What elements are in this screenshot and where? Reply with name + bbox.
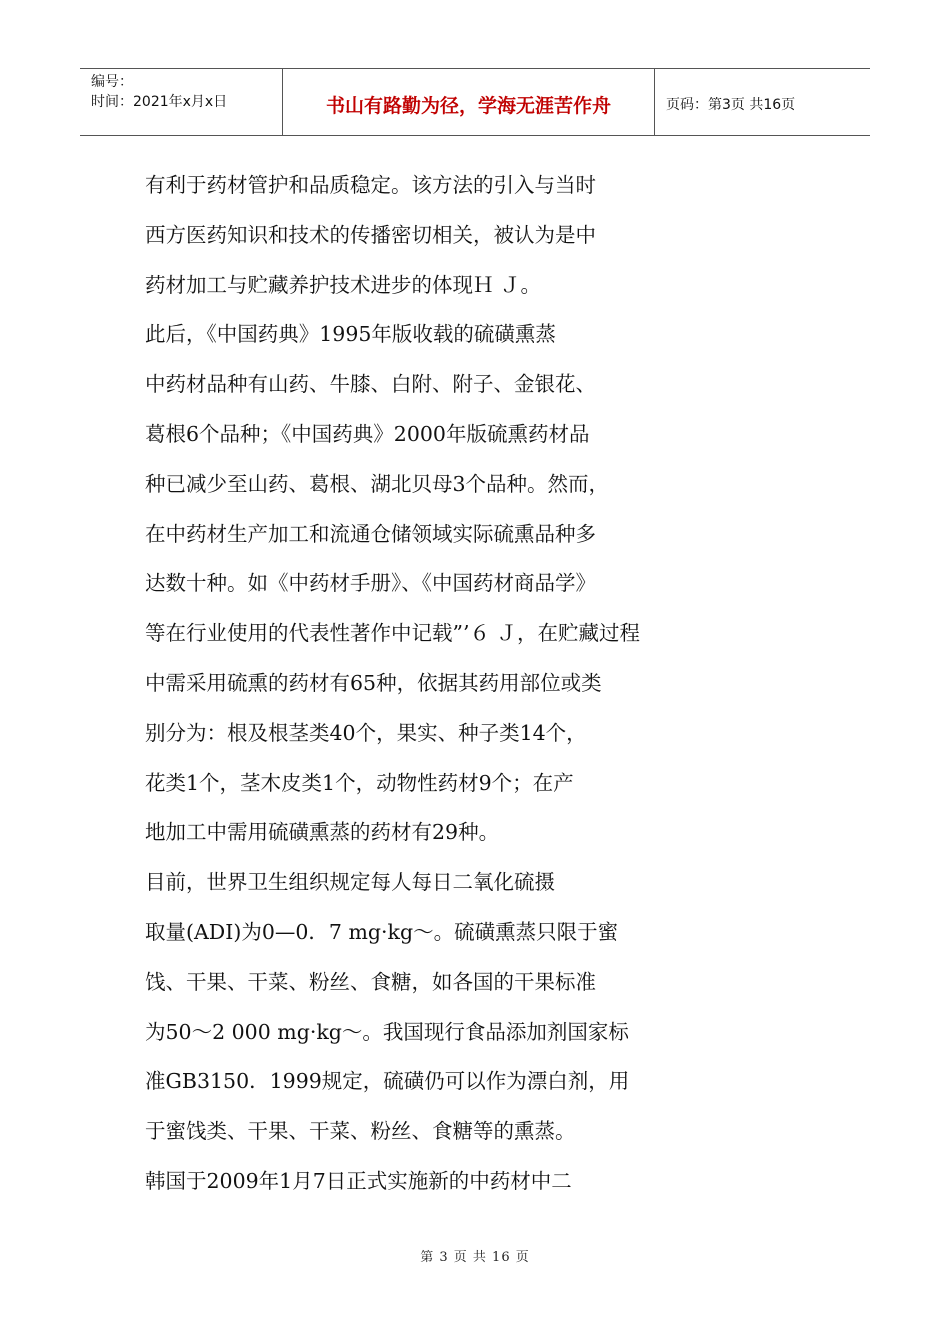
header-page-info: 页码：第3页 共16页 bbox=[666, 97, 796, 113]
text-line: 药材加工与贮藏养护技术进步的体现Ｈ Ｊ。 bbox=[145, 272, 542, 297]
text-line: 别分为：根及根茎类40个，果实、种子类14个， bbox=[145, 720, 587, 745]
text-line: 准GB3150．1999规定，硫磺仍可以作为漂白剂，用 bbox=[145, 1069, 630, 1094]
text-line: 有利于药材管护和品质稳定。该方法的引入与当时 bbox=[145, 173, 596, 197]
text-line: 中需采用硫熏的药材有65种，依据其药用部位或类 bbox=[145, 670, 602, 695]
text-line: 饯、干果、干菜、粉丝、食糖，如各国的干果标准 bbox=[145, 969, 596, 994]
text-line: 取量(ADI)为0—0．7 mg·kg～。硫磺熏蒸只限于蜜 bbox=[145, 919, 619, 944]
header-number-label: 编号： bbox=[91, 74, 133, 90]
text-line: 此后，《中国药典》1995年版收载的硫磺熏蒸 bbox=[145, 322, 556, 347]
text-line: 等在行业使用的代表性著作中记载”’６ Ｊ，在贮藏过程 bbox=[145, 621, 641, 646]
text-line: 地加工中需用硫磺熏蒸的药材有29种。 bbox=[145, 820, 500, 845]
header-meta bbox=[80, 69, 283, 135]
text-line: 为50～2 000 mg·kg～。我国现行食品添加剂国家标 bbox=[145, 1019, 629, 1044]
text-line: 在中药材生产加工和流通仓储领域实际硫熏品种多 bbox=[145, 521, 596, 546]
text-line: 葛根6个品种；《中国药典》2000年版硫熏药材品 bbox=[145, 421, 590, 446]
text-line: 达数十种。如《中药材手册》、《中国药材商品学》 bbox=[145, 571, 596, 596]
page-footer: 第 3 页 共 16 页 bbox=[420, 1250, 530, 1265]
text-line: 种已减少至山药、葛根、湖北贝母3个品种。然而， bbox=[145, 471, 610, 496]
text-line: 于蜜饯类、干果、干菜、粉丝、食糖等的熏蒸。 bbox=[145, 1119, 576, 1144]
header-motto: 书山有路勤为径，学海无涯苦作舟 bbox=[283, 69, 655, 135]
text-line: 西方医药知识和技术的传播密切相关，被认为是中 bbox=[145, 222, 596, 247]
text-line: 韩国于2009年1月7日正式实施新的中药材中二 bbox=[145, 1168, 572, 1193]
text-line: 中药材品种有山药、牛膝、白附、附子、金银花、 bbox=[145, 372, 596, 397]
document-body bbox=[145, 166, 705, 1212]
page-header bbox=[80, 68, 870, 136]
text-line: 目前，世界卫生组织规定每人每日二氧化硫摄 bbox=[145, 870, 555, 895]
header-time-label: 时间：2021年x月x日 bbox=[91, 94, 228, 110]
text-line: 花类1个，茎木皮类1个，动物性药材9个；在产 bbox=[145, 770, 574, 795]
